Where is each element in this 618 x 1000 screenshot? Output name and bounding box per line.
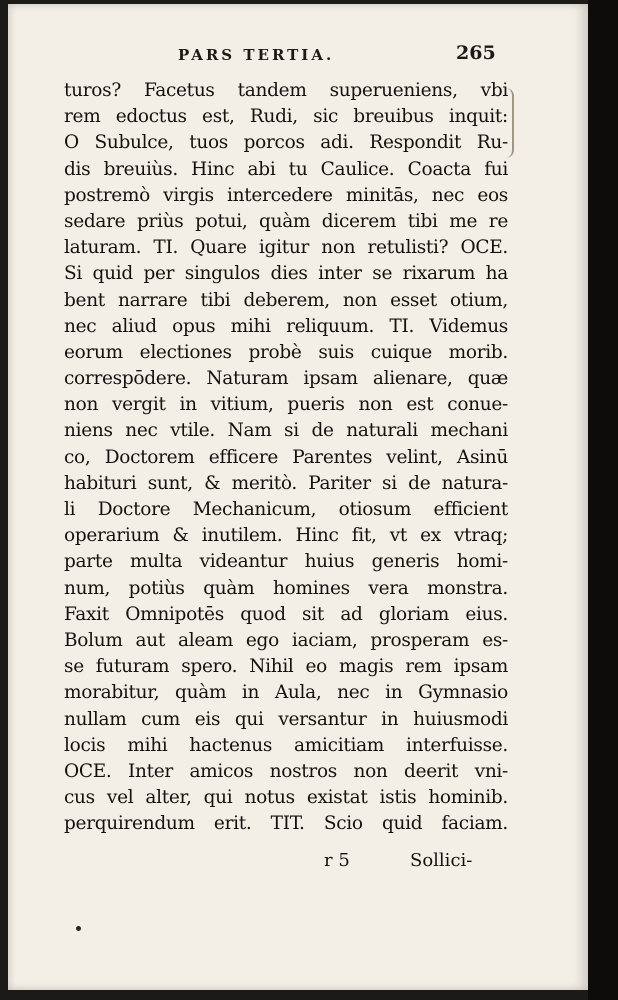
scan-edge xyxy=(588,0,618,1000)
text-line: non vergit in vitium, pueris non est conue- xyxy=(64,394,508,416)
text-line: co, Doctorem efficere Parentes velint, Asinū xyxy=(64,446,508,468)
catchword: Sollici- xyxy=(410,850,473,871)
signature-mark: r 5 xyxy=(324,850,350,871)
text-line: habituri sunt, & meritò. Pariter si de natura- xyxy=(64,472,508,494)
text-line: correspōdere. Naturam ipsam alienare, quæ xyxy=(64,368,508,390)
text-line: morabitur, quàm in Aula, nec in Gymnasio xyxy=(64,682,508,704)
text-line: sedare priùs potui, quàm dicerem tibi me re xyxy=(64,210,508,232)
text-line: niens nec vtile. Nam si de naturali mechani xyxy=(64,420,508,442)
text-line: Faxit Omnipotēs quod sit ad gloriam eius. xyxy=(64,603,508,625)
text-line: bent narrare tibi deberem, non esset otium, xyxy=(64,289,508,311)
text-line: O Subulce, tuos porcos adi. Respondit Ru- xyxy=(64,132,508,154)
text-line: locis mihi hactenus amicitiam interfuisse. xyxy=(64,734,508,756)
text-line: nec aliud opus mihi reliquum. TI. Videmus xyxy=(64,315,508,337)
text-line: laturam. TI. Quare igitur non retulisti? OCE. xyxy=(64,237,508,259)
page-number: 265 xyxy=(456,42,496,64)
text-line: nullam cum eis qui versantur in huiusmodi xyxy=(64,708,508,730)
text-line: Si quid per singulos dies inter se rixarum ha xyxy=(64,263,508,285)
page-header xyxy=(8,42,588,70)
text-line: eorum electiones probè suis cuique morib. xyxy=(64,341,508,363)
page-footer xyxy=(8,850,588,876)
text-line: Bolum aut aleam ego iaciam, prosperam es- xyxy=(64,629,508,651)
text-line: operarium & inutilem. Hinc fit, vt ex vtraq; xyxy=(64,525,508,547)
ink-spot xyxy=(76,926,81,931)
running-head: PARS TERTIA. xyxy=(178,46,335,64)
text-line: cus vel alter, qui notus existat istis hominib. xyxy=(64,787,508,809)
text-line: postremò virgis intercedere minitās, nec eos xyxy=(64,184,508,206)
text-line: se futuram spero. Nihil eo magis rem ipsam xyxy=(64,656,508,678)
text-line: perquirendum erit. TIT. Scio quid faciam. xyxy=(64,813,508,835)
text-line: OCE. Inter amicos nostros non deerit vni- xyxy=(64,760,508,782)
text-line: li Doctore Mechanicum, otiosum efficient xyxy=(64,499,508,520)
book-page xyxy=(8,4,588,990)
text-line: turos? Facetus tandem superueniens, vbi xyxy=(64,80,508,101)
text-line: num, potiùs quàm homines vera monstra. xyxy=(64,577,508,599)
text-line: parte multa videantur huius generis homi- xyxy=(64,551,508,573)
text-line: dis breuiùs. Hinc abi tu Caulice. Coacta fui xyxy=(64,158,508,180)
body-text xyxy=(64,78,508,837)
text-line: rem edoctus est, Rudi, sic breuibus inquit: xyxy=(64,106,508,128)
